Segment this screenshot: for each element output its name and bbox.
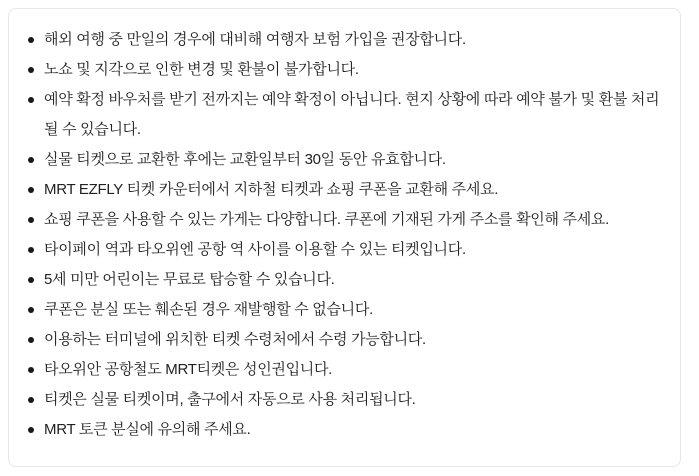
bullet-icon <box>28 247 34 253</box>
notice-item <box>27 265 668 295</box>
bullet-icon <box>28 157 34 163</box>
notice-item-text: 예약 확정 바우처를 받기 전까지는 예약 확정이 아닙니다. 현지 상황에 따라 예약 불가 및 환불 처리될 수 있습니다. <box>44 91 660 138</box>
notice-item-text: 쇼핑 쿠폰을 사용할 수 있는 가게는 다양합니다. 쿠폰에 기재된 가게 주소를 확인해 주세요. <box>44 211 609 228</box>
notice-item-text: 쿠폰은 분실 또는 훼손된 경우 재발행할 수 없습니다. <box>44 301 373 318</box>
bullet-icon <box>28 97 34 103</box>
notice-item <box>27 235 668 265</box>
notice-item-text: 해외 여행 중 만일의 경우에 대비해 여행자 보험 가입을 권장합니다. <box>44 31 466 48</box>
notice-item <box>27 85 668 145</box>
notice-list <box>9 9 680 461</box>
notice-item-text: 5세 미만 어린이는 무료로 탑승할 수 있습니다. <box>44 271 335 288</box>
notice-card <box>8 8 681 467</box>
notice-item <box>27 25 668 55</box>
notice-item-text: 티켓은 실물 티켓이며, 출구에서 자동으로 사용 처리됩니다. <box>44 391 416 408</box>
bullet-icon <box>28 217 34 223</box>
bullet-icon <box>28 427 34 433</box>
notice-item-text: 타이페이 역과 타오위엔 공항 역 사이를 이용할 수 있는 티켓입니다. <box>44 241 466 258</box>
bullet-icon <box>28 307 34 313</box>
notice-item-text: 노쇼 및 지각으로 인한 변경 및 환불이 불가합니다. <box>44 61 359 78</box>
bullet-icon <box>28 67 34 73</box>
bullet-icon <box>28 187 34 193</box>
notice-item <box>27 55 668 85</box>
notice-item-text: MRT EZFLY 티켓 카운터에서 지하철 티켓과 쇼핑 쿠폰을 교환해 주세요. <box>44 181 499 198</box>
notice-item-text: MRT 토큰 분실에 유의해 주세요. <box>44 421 251 438</box>
bullet-icon <box>28 37 34 43</box>
notice-item <box>27 385 668 415</box>
notice-item-text: 이용하는 터미널에 위치한 티켓 수령처에서 수령 가능합니다. <box>44 331 426 348</box>
notice-item <box>27 205 668 235</box>
bullet-icon <box>28 367 34 373</box>
notice-item <box>27 145 668 175</box>
notice-item <box>27 295 668 325</box>
notice-item-text: 실물 티켓으로 교환한 후에는 교환일부터 30일 동안 유효합니다. <box>44 151 446 168</box>
bullet-icon <box>28 277 34 283</box>
notice-item <box>27 415 668 445</box>
notice-item <box>27 355 668 385</box>
notice-item-text: 타오위안 공항철도 MRT티켓은 성인권입니다. <box>44 361 333 378</box>
notice-item <box>27 175 668 205</box>
bullet-icon <box>28 397 34 403</box>
notice-item <box>27 325 668 355</box>
bullet-icon <box>28 337 34 343</box>
